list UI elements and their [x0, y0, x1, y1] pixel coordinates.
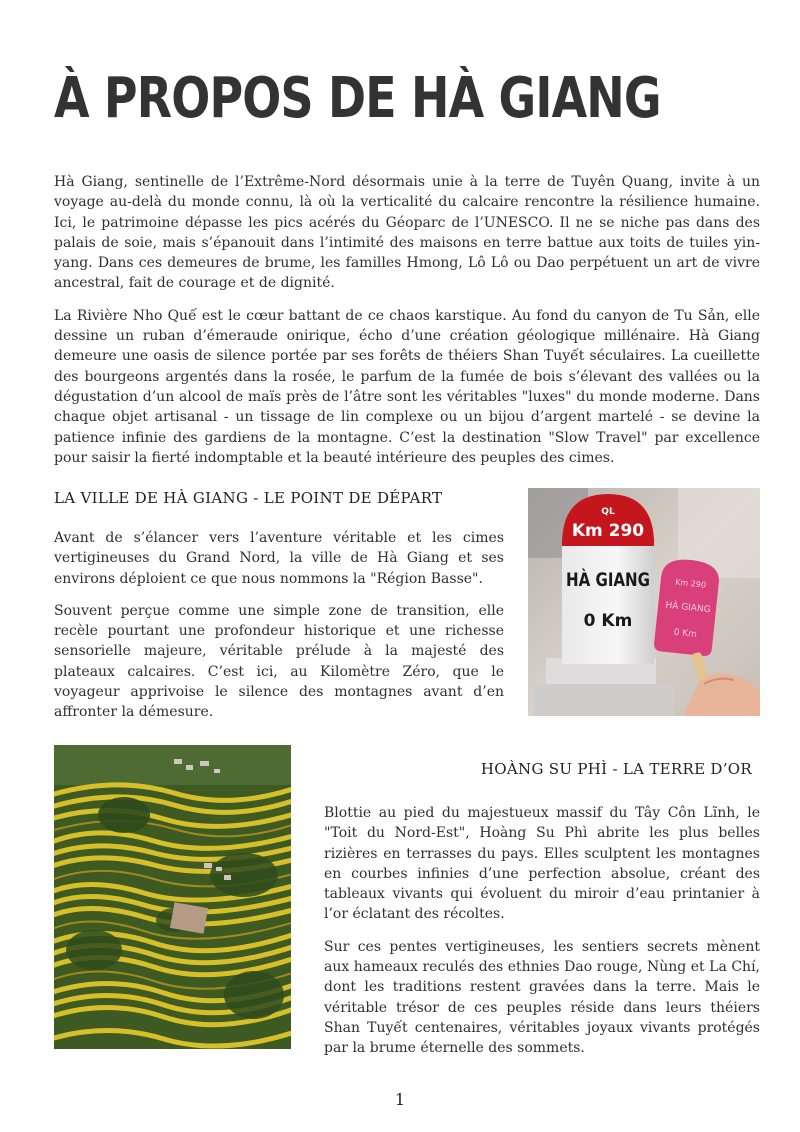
page-number: 1 [394, 1090, 406, 1109]
intro-paragraph-2: La Rivière Nho Quế est le cœur battant de ce chaos karstique. Au fond du canyon de Tu Sản, elle dessine un ruban d’émeraude onirique, écho d’une création géologique millénaire. Hà Giang demeure une oasis de silence portée par ses forêts de théiers Shan Tuyết séculaires. La cueillette des bourgeons argentés dans la rosée, le parfum de la fumée de bois s’élevant des vallées ou la dégustation d’un alcool de maïs près de l’âtre sont les véritables "luxes" du monde moderne. Dans chaque objet artisanal - un tissage de lin complexe ou un bijou d’argent martelé - se devine la patience infinie des gardiens de la montagne. C’est la destination "Slow Travel" par excellence pour saisir la fierté indomptable et la beauté intérieure des peuples des cimes. [54, 307, 760, 466]
section-heading-hoang-su-phi: HOÀNG SU PHÌ - LA TERRE D’OR [480, 760, 752, 778]
page-title: À PROPOS DE HÀ GIANG [54, 66, 661, 131]
marker-distance-label: 0 Km [583, 611, 633, 631]
section-hoang-su-phi [324, 759, 760, 1059]
section2-paragraph-1: Blottie au pied du majestueux massif du Tây Côn Lĩnh, le "Toit du Nord-Est", Hoàng Su Phì abrite les plus belles rizières en terrasses du pays. Elles sculptent les montagnes en courbes infinies d’une perfection absolue, créant des tableaux vivants qui évoluent du miroir d’eau printanier à l’or éclatant des récoltes. [324, 805, 760, 923]
marker-route-label: QL [601, 507, 615, 517]
rice-terraces-photo [54, 745, 291, 1049]
marker-km-label: Km 290 [571, 521, 645, 541]
ice-distance-label: 0 Km [673, 627, 698, 641]
section1-paragraph-1: Avant de s’élancer vers l’aventure véritable et les cimes vertigineuses du Grand Nord, la ville de Hà Giang et ses environs déploient ce que nous nommons la "Région Basse". [54, 530, 504, 587]
section1-paragraph-2: Souvent perçue comme une simple zone de transition, elle recèle pourtant une profondeur historique et une richesse sensorielle majeure, véritable prélude à la majesté des plateaux calcaires. C’est ici, au Kilomètre Zéro, que le voyageur apprivoise le silence des montagnes avant d’en affronter la démesure. [54, 602, 504, 721]
section-heading-ha-giang-city: LA VILLE DE HÀ GIANG - LE POINT DE DÉPART [54, 489, 443, 507]
km-zero-marker-photo [528, 488, 760, 716]
intro-section [54, 172, 760, 468]
intro-paragraph-1: Hà Giang, sentinelle de l’Extrême-Nord désormais unie à la terre de Tuyên Quang, invite à un voyage au-delà du monde connu, là où la verticalité du calcaire rencontre la résilience humaine. Ici, le patrimoine dépasse les pics acérés du Géoparc de l’UNESCO. Il ne se niche pas dans des palais de soie, mais s’épanouit dans l’intimité des maisons en terre battue aux toits de tuiles yin-yang. Dans ces demeures de brume, les familles Hmong, Lô Lô ou Dao perpétuent un art de vivre ancestral, fait de courage et de dignité. [54, 174, 760, 292]
section-ha-giang-city [54, 488, 504, 723]
ice-km-label: Km 290 [674, 577, 707, 590]
marker-city-label: HÀ GIANG [566, 569, 673, 591]
section2-paragraph-2: Sur ces pentes vertigineuses, les sentiers secrets mènent aux hameaux reculés des ethnies Dao rouge, Nùng et La Chí, dont les traditions restent gravées dans la terre. Mais le véritable trésor de ces peuples réside dans leurs théiers Shan Tuyết centenaires, véritables joyaux vivants protégés par la brume éternelle des sommets. [324, 938, 760, 1057]
ice-city-label: HÀ GIANG [664, 600, 712, 616]
